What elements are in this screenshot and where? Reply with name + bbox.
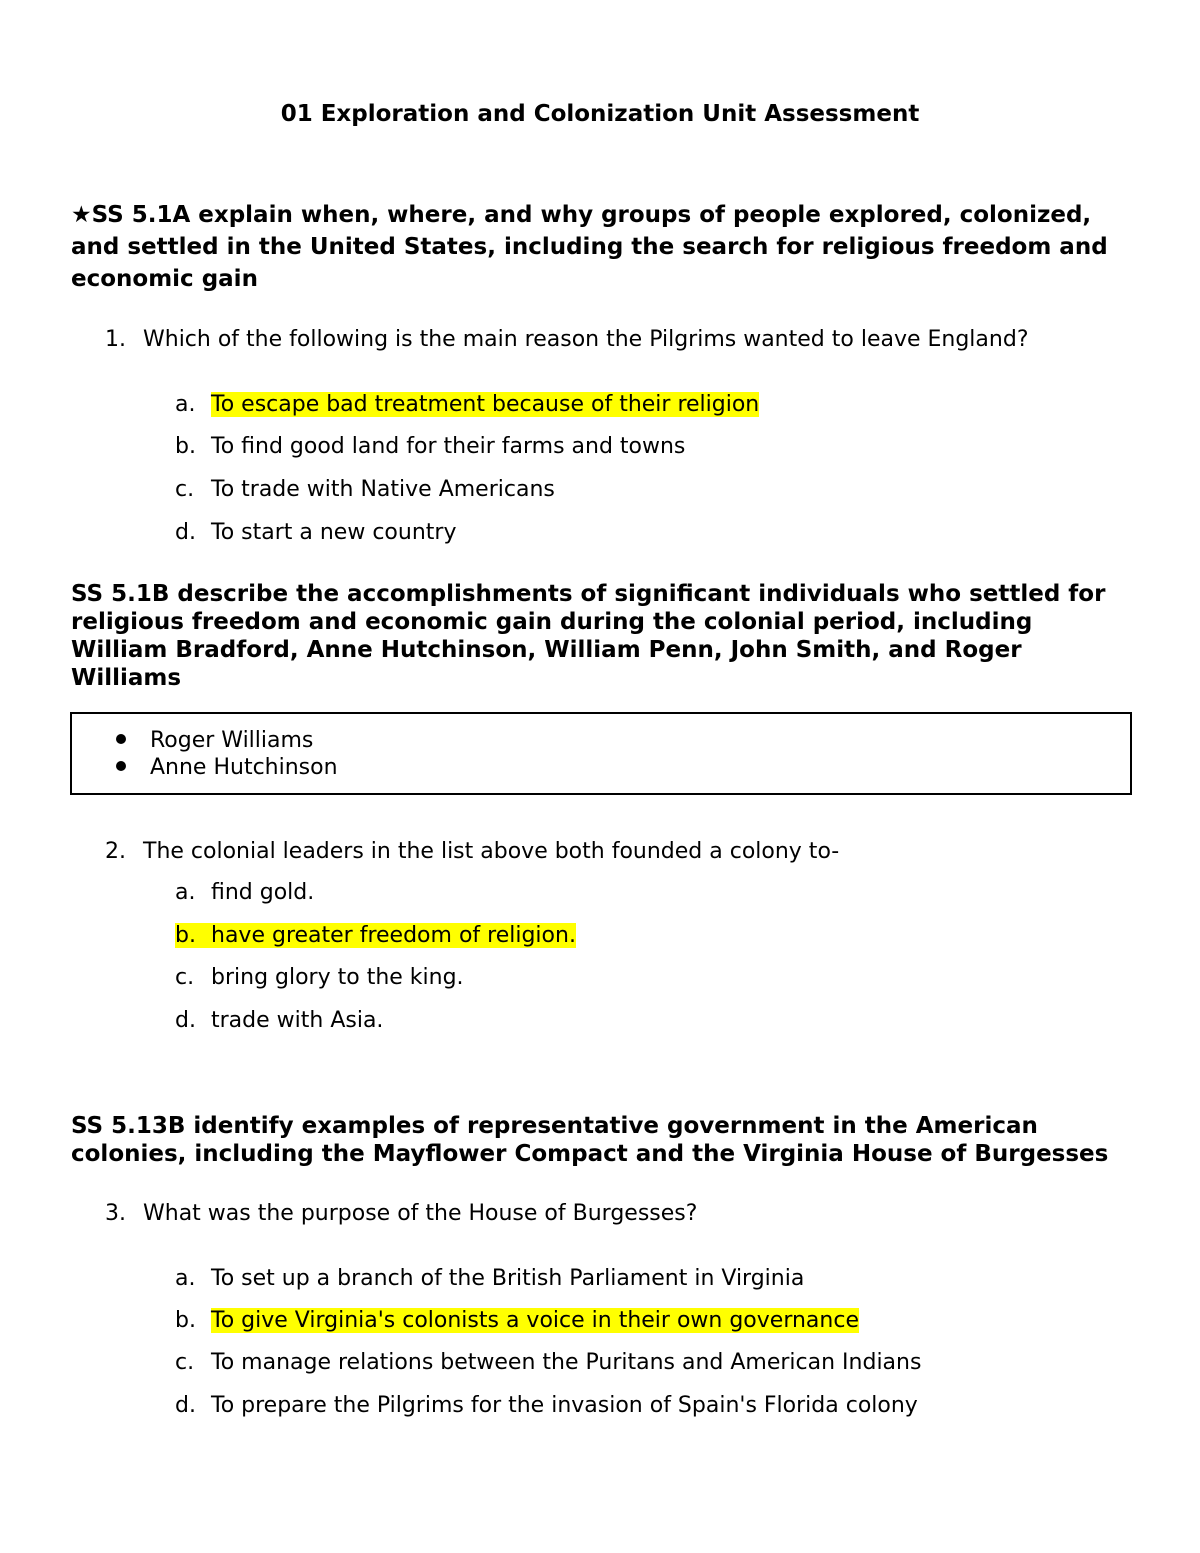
question-text: The colonial leaders in the list above both founded a colony to- bbox=[143, 839, 840, 864]
q1-option-c bbox=[175, 477, 555, 502]
standard-5-1a: ★SS 5.1A explain when, where, and why groups of people explored, colonized, and settled in the United States, including the search for religious freedom and economic gain bbox=[71, 202, 1108, 292]
q1-option-a bbox=[175, 392, 759, 417]
question-3 bbox=[105, 1201, 697, 1226]
option-text: To trade with Native Americans bbox=[211, 477, 555, 502]
option-letter: d. bbox=[175, 1008, 196, 1033]
question-2 bbox=[105, 839, 839, 864]
option-letter: b. bbox=[175, 434, 196, 459]
question-text: What was the purpose of the House of Burgesses? bbox=[143, 1201, 698, 1226]
option-text: To start a new country bbox=[211, 520, 457, 545]
option-text-highlighted: To escape bad treatment because of their religion bbox=[211, 392, 760, 417]
bullet-icon bbox=[116, 734, 126, 744]
question-1 bbox=[105, 327, 1029, 352]
q3-option-b bbox=[175, 1308, 859, 1333]
option-letter: a. bbox=[175, 880, 196, 905]
q2-option-a bbox=[175, 880, 314, 905]
document-title: 01 Exploration and Colonization Unit Assessment bbox=[280, 101, 920, 127]
colonial-leaders-box bbox=[70, 712, 1132, 795]
q3-option-d bbox=[175, 1393, 918, 1418]
option-letter: b. bbox=[175, 923, 196, 948]
box-item-text: Anne Hutchinson bbox=[150, 755, 338, 780]
q1-option-d bbox=[175, 520, 456, 545]
option-text-highlighted: To give Virginia's colonists a voice in their own governance bbox=[211, 1308, 859, 1333]
option-letter: d. bbox=[175, 520, 196, 545]
question-number: 1. bbox=[105, 327, 126, 352]
q2-option-b bbox=[175, 923, 576, 948]
option-letter: a. bbox=[175, 1266, 196, 1291]
box-item-text: Roger Williams bbox=[150, 728, 314, 753]
q3-option-c bbox=[175, 1350, 921, 1375]
option-letter: a. bbox=[175, 392, 196, 417]
box-list-item bbox=[116, 755, 338, 780]
option-text: find gold. bbox=[211, 880, 315, 905]
question-number: 3. bbox=[105, 1201, 126, 1226]
option-text: To set up a branch of the British Parliament in Virginia bbox=[211, 1266, 805, 1291]
option-letter: c. bbox=[175, 477, 195, 502]
standard-5-13b: SS 5.13B identify examples of representative government in the American colonies, including the Mayflower Compact and the Virginia House of Burgesses bbox=[71, 1113, 1109, 1167]
q2-option-c bbox=[175, 965, 464, 990]
option-letter: c. bbox=[175, 1350, 195, 1375]
option-letter: d. bbox=[175, 1393, 196, 1418]
q3-option-a bbox=[175, 1266, 804, 1291]
question-number: 2. bbox=[105, 839, 126, 864]
q2-option-d bbox=[175, 1008, 383, 1033]
option-text: bring glory to the king. bbox=[211, 965, 464, 990]
option-text: To prepare the Pilgrims for the invasion of Spain's Florida colony bbox=[211, 1393, 918, 1418]
option-letter: c. bbox=[175, 965, 195, 990]
q1-option-b bbox=[175, 434, 685, 459]
option-letter: b. bbox=[175, 1308, 196, 1333]
box-list-item bbox=[116, 728, 313, 753]
option-text: To manage relations between the Puritans and American Indians bbox=[211, 1350, 922, 1375]
question-text: Which of the following is the main reason the Pilgrims wanted to leave England? bbox=[143, 327, 1029, 352]
option-text-highlighted: have greater freedom of religion. bbox=[211, 923, 576, 948]
option-text: trade with Asia. bbox=[211, 1008, 384, 1033]
bullet-icon bbox=[116, 761, 126, 771]
option-text: To find good land for their farms and towns bbox=[211, 434, 686, 459]
standard-5-1b: SS 5.1B describe the accomplishments of significant individuals who settled for religious freedom and economic gain during the colonial period, including William Bradford, Anne Hutchinson, William Penn, John Smith, and Roger Williams bbox=[71, 581, 1106, 691]
